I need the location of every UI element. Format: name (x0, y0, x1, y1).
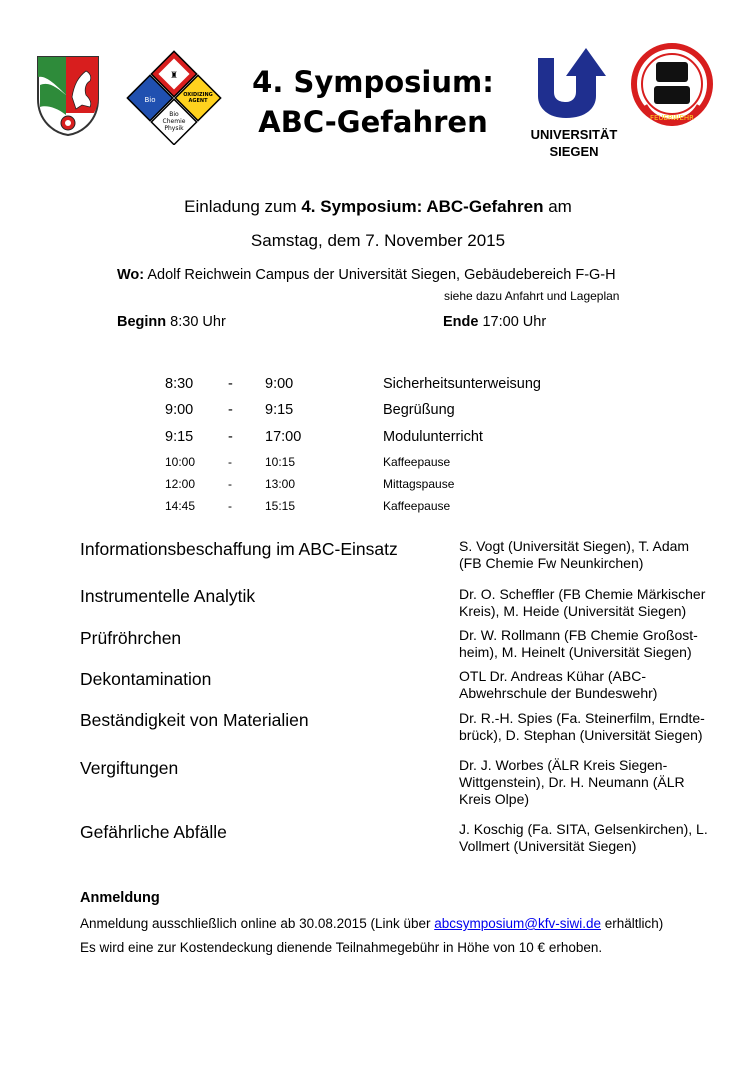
schedule-end: 9:15 (265, 402, 294, 418)
speaker-line: Wittgenstein), Dr. H. Neumann (ÄLR (459, 774, 685, 790)
schedule-separator: - (228, 402, 233, 418)
speaker-line: Kreis Olpe) (459, 791, 530, 807)
speaker-line: Dr. R.-H. Spies (Fa. Steinerfilm, Erndte- (459, 710, 705, 726)
schedule-end: 15:15 (265, 499, 296, 513)
speaker-line: OTL Dr. Andreas Kühar (ABC- (459, 668, 646, 684)
schedule-start: 14:45 (165, 499, 196, 513)
schedule-start: 9:15 (165, 429, 194, 445)
schedule-separator: - (228, 429, 233, 445)
speaker-line: S. Vogt (Universität Siegen), T. Adam (459, 538, 690, 554)
feuerwehr-logo-icon (630, 42, 714, 126)
schedule-separator: - (228, 477, 232, 491)
module-speakers (459, 538, 719, 572)
schedule-item: Modulunterricht (383, 429, 483, 445)
registration-text: Anmeldung ausschließlich online ab 30.08.2015 (Link über (80, 916, 435, 931)
module-speakers (459, 586, 719, 620)
speaker-line: Abwehrschule der Bundeswehr) (459, 685, 658, 701)
speaker-line: (FB Chemie Fw Neunkirchen) (459, 555, 644, 571)
svg-text:Bio: Bio (144, 96, 156, 104)
schedule-end: 9:00 (265, 376, 294, 392)
module-topic: Vergiftungen (80, 758, 179, 778)
university-siegen-logo-icon (536, 46, 610, 118)
schedule-start: 9:00 (165, 402, 194, 418)
module-speakers (459, 710, 719, 744)
registration-heading: Anmeldung (80, 890, 160, 906)
begin-time (117, 314, 226, 330)
schedule-item: Begrüßung (383, 402, 455, 418)
schedule-start: 12:00 (165, 477, 196, 491)
schedule-end: 10:15 (265, 455, 296, 469)
module-speakers (459, 627, 719, 661)
university-line-2: SIEGEN (549, 144, 599, 159)
module-speakers (459, 668, 719, 702)
speaker-line: brück), D. Stephan (Universität Siegen) (459, 727, 703, 743)
invitation-line (0, 197, 756, 217)
speaker-line: Vollmert (Universität Siegen) (459, 838, 637, 854)
schedule-end: 17:00 (265, 429, 302, 445)
svg-text:Chemie: Chemie (162, 118, 186, 125)
schedule-separator: - (228, 499, 232, 513)
feuerwehr-text: FEUERWEHR (649, 114, 695, 122)
module-speakers (459, 821, 719, 855)
invitation-event: 4. Symposium: ABC-Gefahren (301, 197, 544, 216)
schedule-start: 10:00 (165, 455, 196, 469)
schedule-start: 8:30 (165, 376, 194, 392)
symposium-title (238, 62, 508, 142)
module-topic: Dekontamination (80, 669, 212, 689)
svg-text:OXIDIZING: OXIDIZING (183, 92, 213, 98)
schedule-separator: - (228, 376, 233, 392)
invitation-prefix: Einladung zum (184, 197, 302, 216)
begin-value: 8:30 Uhr (166, 314, 226, 330)
registration-text-suffix: erhältlich) (600, 916, 664, 931)
module-topic: Informationsbeschaffung im ABC-Einsatz (80, 539, 398, 559)
svg-text:Physik: Physik (164, 125, 184, 132)
title-line-2: ABC-Gefahren (258, 105, 488, 139)
end-value: 17:00 Uhr (478, 314, 547, 330)
module-speakers (459, 757, 719, 808)
svg-text:AGENT: AGENT (188, 98, 208, 104)
university-line-1: UNIVERSITÄT (530, 127, 618, 142)
registration-line-1 (80, 916, 663, 931)
location-note: siehe dazu Anfahrt und Lageplan (444, 289, 620, 303)
hazard-signs-icon (124, 50, 224, 145)
schedule-item: Mittagspause (383, 477, 455, 491)
module-topic: Prüfröhrchen (80, 628, 182, 648)
schedule-item: Kaffeepause (383, 499, 451, 513)
location-text: Adolf Reichwein Campus der Universität Siegen, Gebäudebereich F-G-H (144, 267, 616, 283)
registration-email-link[interactable]: abcsymposium@kfv-siwi.de (434, 916, 601, 931)
event-date: Samstag, dem 7. November 2015 (250, 231, 506, 250)
end-time (443, 314, 546, 330)
location-line (117, 267, 737, 283)
speaker-line: Dr. J. Worbes (ÄLR Kreis Siegen- (459, 757, 668, 773)
university-name (522, 126, 626, 160)
invitation-suffix: am (543, 197, 572, 216)
schedule-item: Kaffeepause (383, 455, 451, 469)
nrw-coat-of-arms-icon (36, 55, 100, 137)
speaker-line: Dr. O. Scheffler (FB Chemie Märkischer (459, 586, 706, 602)
speaker-line: heim), M. Heinelt (Universität Siegen) (459, 644, 692, 660)
end-label: Ende (443, 314, 479, 330)
speaker-line: J. Koschig (Fa. SITA, Gelsenkirchen), L. (459, 821, 708, 837)
begin-label: Beginn (117, 314, 167, 330)
module-topic: Beständigkeit von Materialien (80, 710, 309, 730)
title-line-1: 4. Symposium: (252, 65, 494, 99)
location-label: Wo: (117, 267, 145, 283)
speaker-line: Kreis), M. Heide (Universität Siegen) (459, 603, 687, 619)
module-topic: Instrumentelle Analytik (80, 586, 256, 606)
registration-fee-line: Es wird eine zur Kostendeckung dienende Teilnahmegebühr in Höhe von 10 € erhoben. (80, 940, 603, 955)
svg-text:Bio: Bio (169, 111, 179, 118)
schedule-separator: - (228, 455, 232, 469)
module-topic: Gefährliche Abfälle (80, 822, 227, 842)
schedule-item: Sicherheitsunterweisung (383, 376, 541, 392)
schedule-end: 13:00 (265, 477, 296, 491)
speaker-line: Dr. W. Rollmann (FB Chemie Großost- (459, 627, 698, 643)
svg-text:♜: ♜ (169, 71, 179, 81)
